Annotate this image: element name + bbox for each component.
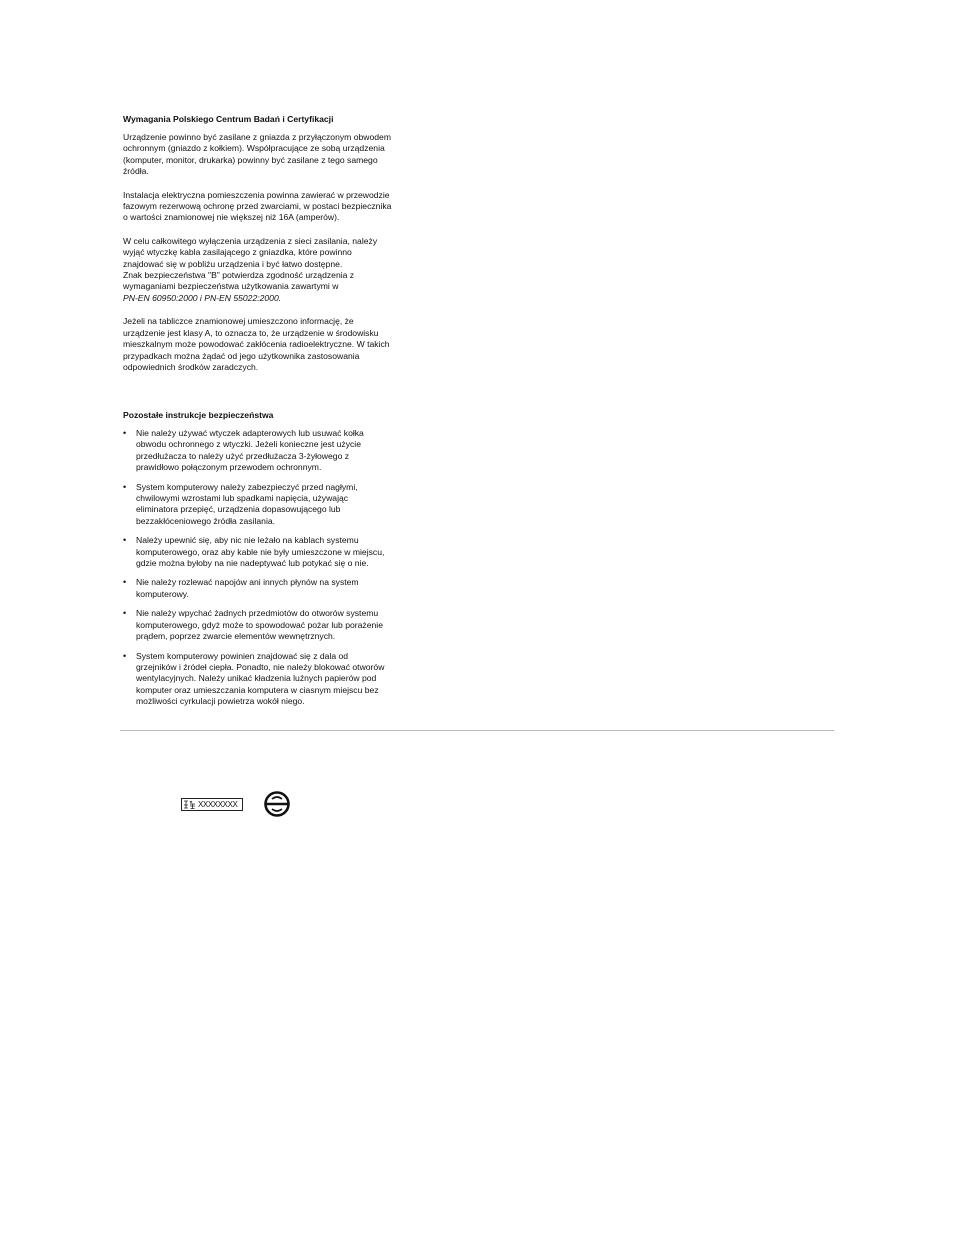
horizontal-divider [120, 730, 834, 731]
text-line: ochronnym (gniazdo z kołkiem). Współpracujące ze sobą urządzenia [123, 143, 385, 154]
text-line: Instalacja elektryczna pomieszczenia powinna zawierać w przewodzie [123, 189, 390, 200]
text-line: System komputerowy powinien znajdować się z dala od [136, 650, 349, 661]
bullet-icon: • [123, 481, 127, 492]
text-line: Należy upewnić się, aby nic nie leżało na kablach systemu [136, 535, 359, 546]
standards-reference: PN-EN 60950:2000 i PN-EN 55022:2000. [123, 292, 282, 303]
text-line: prądem, poprzez zwarcie elementów wewnętrznych. [136, 631, 336, 642]
text-line: prawidłowo połączonym przewodem ochronnym. [136, 462, 322, 473]
text-line: przedłużacza to należy użyć przedłużacza 3-żyłowego z [136, 450, 350, 461]
bullet-icon: • [123, 650, 127, 661]
other-safety-instructions-section [123, 410, 423, 716]
text-line: komputerowego, gdyż może to spowodować pożar lub porażenie [136, 619, 383, 630]
text-line: chwilowymi wzrostami lub spadkami napięcia, używając [136, 493, 349, 504]
text-line: Nie należy wpychać żadnych przedmiotów do otworów systemu [136, 608, 379, 619]
certification-number: XXXXXXXX [198, 800, 238, 809]
text-line: komputerowego, oraz aby kable nie były umieszczone w miejscu, [136, 546, 385, 557]
pcbc-requirements-section [123, 114, 423, 385]
text-line: odpowiednich środków zaradczych. [123, 361, 259, 372]
paragraph [123, 316, 423, 373]
text-line: o wartości znamionowej nie większej niż 16A (amperów). [123, 212, 340, 223]
list-item [123, 482, 423, 528]
text-line: Jeżeli na tabliczce znamionowej umieszczono informację, że [123, 316, 354, 327]
text-line: grzejników i źródeł ciepła. Ponadto, nie należy blokować otworów [136, 661, 385, 672]
text-line: gdzie można byłoby na nie nadeptywać lub potykać się o nie. [136, 558, 369, 569]
text-line: komputer oraz umieszczania komputera w ciasnym miejscu bez [136, 684, 379, 695]
text-line: Urządzenie powinno być zasilane z gniazda z przyłączonym obwodem [123, 132, 391, 142]
bullet-icon: • [123, 535, 127, 546]
text-line: obwodu ochronnego z wtyczki. Jeżeli konieczne jest użycie [136, 439, 361, 450]
text-line: wentylacyjnych. Należy unikać kładzenia luźnych papierów pod [136, 673, 377, 684]
bullet-icon: • [123, 608, 127, 619]
text-line: możliwości cyrkulacji powietrza wokół niego. [136, 696, 305, 707]
text-line: komputerowy. [136, 588, 189, 599]
text-line: Nie należy rozlewać napojów ani innych płynów na system [136, 577, 359, 588]
paragraph [123, 236, 423, 304]
text-line: Znak bezpieczeństwa "B" potwierdza zgodność urządzenia z [123, 270, 355, 281]
text-line: Nie należy używać wtyczek adapterowych lub usuwać kołka [136, 428, 364, 438]
bullet-icon: • [123, 577, 127, 588]
text-line: przypadkach można żądać od jego użytkownika zastosowania [123, 350, 360, 361]
certification-number-box [181, 798, 243, 811]
text-line: W celu całkowitego wyłączenia urządzenia z sieci zasilania, należy [123, 235, 378, 246]
text-line: bezzakłóceniowego źródła zasilania. [136, 515, 276, 526]
text-line: źródła. [123, 166, 149, 177]
bsmi-mark-icon [263, 790, 291, 818]
text-line: System komputerowy należy zabezpieczyć przed nagłymi, [136, 481, 358, 492]
text-line: eliminatora przepięć, urządzenia dopasowującego lub [136, 504, 341, 515]
text-line: mieszkalnym może powodować zakłócenia radioelektryczne. W takich [123, 339, 390, 350]
paragraph [123, 190, 423, 224]
text-line: (komputer, monitor, drukarka) powinny być zasilane z tego samego [123, 154, 378, 165]
paragraph [123, 132, 423, 178]
certification-glyph-icon [183, 800, 197, 809]
text-line: fazowym rezerwową ochronę przed zwarciami, w postaci bezpiecznika [123, 201, 392, 212]
section-heading: Wymagania Polskiego Centrum Badań i Certyfikacji [123, 114, 334, 124]
list-item [123, 535, 423, 569]
list-item [123, 577, 423, 600]
text-line: wyjąć wtyczkę kabla zasilającego z gniazdka, które powinno [123, 247, 352, 258]
list-item [123, 651, 423, 708]
section-heading: Pozostałe instrukcje bezpieczeństwa [123, 410, 274, 420]
list-item [123, 428, 423, 474]
bullet-icon: • [123, 428, 127, 438]
list-item [123, 608, 423, 642]
text-line: urządzenie jest klasy A, to oznacza to, że urządzenie w środowisku [123, 327, 379, 338]
safety-list [123, 428, 423, 708]
text-line: wymaganiami bezpieczeństwa użytkowania zawartymi w [123, 281, 339, 292]
text-line: znajdować się w pobliżu urządzenia i być łatwo dostępne. [123, 258, 343, 269]
